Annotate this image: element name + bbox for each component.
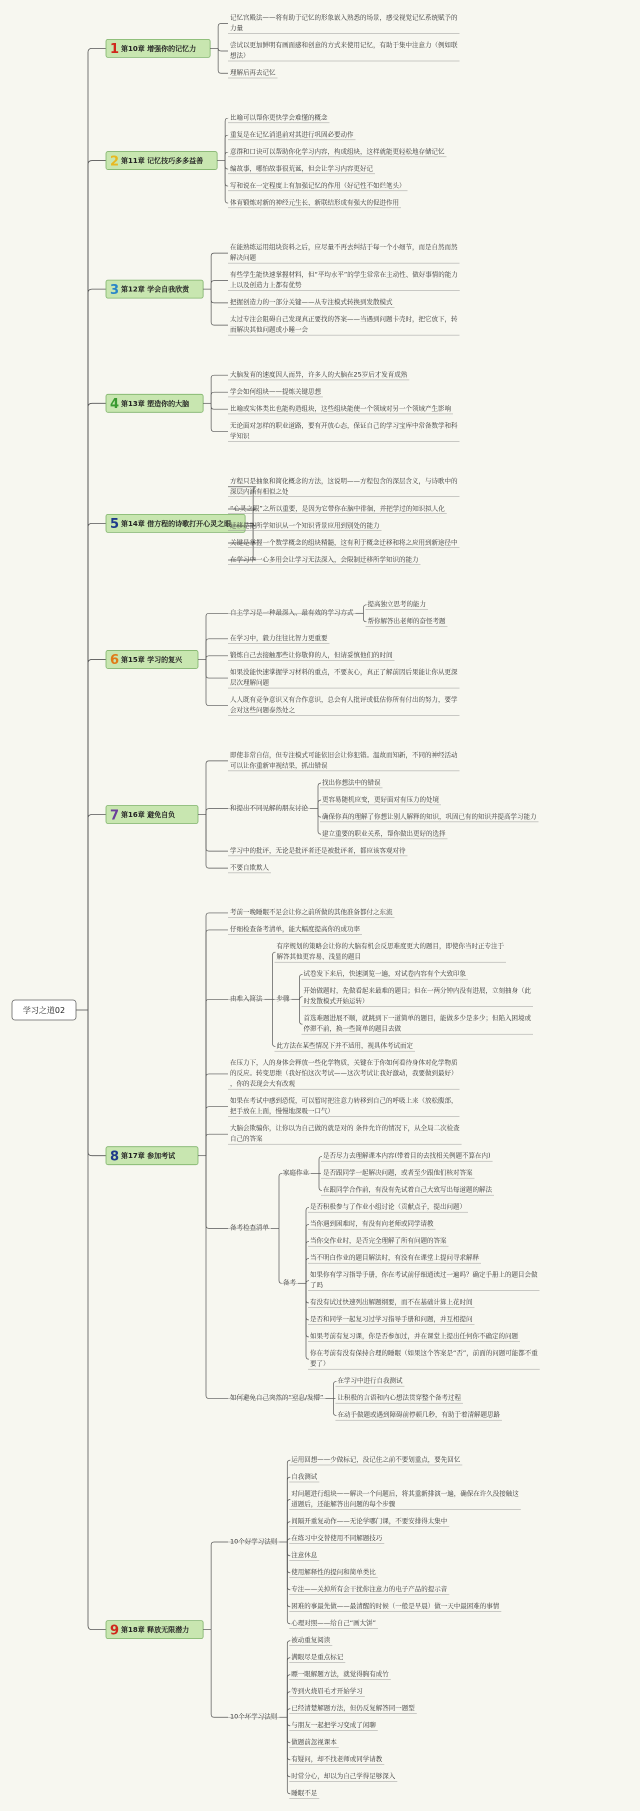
branch-7[interactable] [106, 806, 198, 824]
topic-text: 在练习中交替使用不同解题技巧 [291, 1534, 383, 1542]
branch-3[interactable] [106, 280, 203, 298]
topic-node[interactable] [335, 1376, 404, 1386]
topic-text: 在压力下，人的身体会释放一些化学物质，关键在于你如何看待身体对化学物质的反应。转变思维（我好怕这次考试——这次考试让我好激动，我要做到最好），你的表现会大有改观 [230, 1058, 458, 1088]
topic-node[interactable] [228, 750, 460, 771]
topic-node[interactable] [289, 1489, 521, 1510]
topic-text: 有序规划的策略会让你的大脑有机会反思难度更大的题目，即使你当时正专注于解答其他更容易、浅显的题目 [276, 942, 504, 961]
topic-text: 专注——关掉所有会干扰你注意力的电子产品的提示音 [291, 1585, 448, 1593]
connector [310, 783, 321, 834]
topic-node[interactable] [289, 1618, 378, 1629]
topic-text: 自主学习是一种最深入、最有效的学习方式 [230, 608, 354, 617]
topic-node[interactable] [320, 828, 448, 838]
topic-node[interactable] [308, 1253, 481, 1263]
topic-node[interactable] [228, 386, 323, 397]
branch-title: 第15章 学习的复兴 [121, 655, 183, 664]
topic-text: 大脑发育的速度因人而异，许多人的大脑在25岁后才发育成熟 [230, 370, 408, 379]
topic-node[interactable] [228, 40, 460, 61]
topic-node[interactable] [281, 1168, 311, 1177]
topic-node[interactable] [228, 314, 460, 335]
topic-node[interactable] [228, 242, 460, 263]
topic-node[interactable] [228, 633, 330, 643]
topic-text: 有些学生能快速掌握材料，但“平均水平”的学生常常在主动性、做好事情的能力上以及创造力上都有优势 [230, 270, 458, 290]
topic-node[interactable] [228, 129, 356, 140]
topic-node[interactable] [335, 1410, 502, 1420]
topic-text: 步骤 [276, 994, 290, 1003]
topic-node[interactable] [228, 1223, 271, 1232]
branch-title: 第16章 避免自负 [121, 811, 176, 819]
branch-2[interactable] [106, 152, 217, 170]
topic-node[interactable] [289, 1788, 319, 1799]
branch-9[interactable] [106, 1621, 203, 1639]
topic-text: 在学习中进行自我测试 [337, 1376, 403, 1385]
topic-text: 大脑会欺骗你，让你以为自己做的就是对的 条件允许的情况下，从全局二次检查自己的答案 [230, 1124, 460, 1143]
topic-node[interactable] [308, 1297, 475, 1307]
topic-text: 学习中的批评，无论是批评者还是被批评者，都应该客观对待 [230, 846, 406, 855]
root-node[interactable] [12, 1000, 76, 1020]
branch-number: 6 [110, 653, 120, 669]
topic-text: 运用回想——少做标记，没记住之前不要划重点，要先回忆 [291, 1455, 461, 1464]
topic-text: 是否尽力去理解课本内容(带着目的去找相关例题不算在内) [323, 1151, 491, 1160]
topic-node[interactable] [289, 1455, 462, 1466]
connector [271, 1173, 282, 1283]
topic-node[interactable] [308, 1270, 540, 1291]
branch-8[interactable] [106, 1147, 198, 1165]
root-label: 学习之道02 [22, 1006, 66, 1015]
topic-text: 间隔开重复动作——无论学哪门课，不要安排得太集中 [291, 1517, 448, 1525]
topic-node[interactable] [228, 1096, 460, 1117]
topic-node[interactable] [320, 794, 441, 804]
topic-text: 找出你想法中的错误 [322, 778, 381, 787]
topic-text: 等到火烧眉毛才开始学习 [291, 1687, 363, 1695]
connector [203, 253, 228, 325]
topic-text: 备考 [283, 1278, 296, 1287]
topic-text: 比喻或实体类比也能构造组块，这些组块能使一个领域对另一个领域产生影响 [230, 404, 451, 413]
topic-node[interactable] [275, 1041, 416, 1051]
topic-node[interactable] [289, 1533, 384, 1544]
branch-number: 3 [110, 282, 120, 298]
branch-4[interactable] [106, 394, 203, 412]
topic-text: 锻炼自己去接触那些让你敬仰的人，但请妥慎他们的时间 [230, 651, 393, 660]
topic-node[interactable] [228, 1712, 279, 1721]
topic-node[interactable] [228, 1123, 462, 1144]
topic-node[interactable] [308, 1331, 520, 1341]
topic-node[interactable] [228, 695, 460, 716]
topic-text: 人人既有竞争意识又有合作意识，总会有人批评或低估你所有付出的努力，要学会对这些问题泰然处之 [230, 695, 458, 715]
topic-node[interactable] [289, 1635, 332, 1646]
connector [265, 952, 276, 1046]
topic-text: 自我测试 [291, 1472, 318, 1481]
topic-text: 已经清楚解题方法，但仍反复解答同一题型 [291, 1704, 415, 1712]
branch-title: 第17章 参加考试 [121, 1152, 176, 1161]
topic-text: 建立重要的职业关系，帮你做出更好的选择 [322, 829, 446, 838]
topic-node[interactable] [228, 803, 310, 812]
topic-text: 备考检查清单 [230, 1223, 269, 1232]
topic-node[interactable] [302, 1013, 534, 1034]
topic-node[interactable] [228, 845, 408, 855]
connector [279, 1641, 290, 1794]
topic-node[interactable] [228, 146, 447, 157]
branch-5[interactable] [106, 514, 245, 532]
topic-node[interactable] [289, 1720, 378, 1731]
topic-text: 学会如何组块——提炼关键思想 [230, 387, 321, 396]
topic-node[interactable] [289, 1652, 345, 1663]
topic-node[interactable] [228, 369, 409, 380]
topic-node[interactable] [228, 420, 460, 441]
connector [203, 1542, 228, 1717]
topic-node[interactable] [320, 777, 383, 787]
topic-text: 由难入简法 [230, 994, 263, 1003]
topic-text: 有没有试过快速列出解题纲要，而不在基础计算上花时间 [310, 1298, 473, 1307]
connector [292, 974, 303, 1024]
topic-text: 即使非常自信，但专注模式可能依旧会让你犯错。温故而知新，不同的神经活动可以让你重新审视结果，抓出错误 [230, 750, 458, 770]
topic-node[interactable] [228, 520, 382, 530]
topic-node[interactable] [321, 1185, 494, 1195]
topic-text: 编故事，哪怕故事很荒诞，但会让学习内容更好记 [230, 164, 373, 173]
topic-node[interactable] [228, 994, 265, 1003]
topic-text: 此方法在某些情况下并不适用，视具体考试而定 [276, 1041, 413, 1050]
topic-node[interactable] [289, 1601, 501, 1612]
topic-node[interactable] [275, 994, 292, 1003]
topic-text: 体育锻炼对新的神经元生长、新联结形成有强大的促进作用 [230, 198, 399, 207]
topic-text: 是否跟同学一起解决问题，或者至少跟他们核对答案 [323, 1168, 473, 1177]
topic-text: 太过专注会阻碍自己发现真正要找的答案——当遇到问题卡壳时，把它放下，转而解决其他问题或小睡一会 [230, 315, 458, 334]
topic-text: 有疑问，却不找老师或同学请教 [291, 1755, 383, 1763]
branch-number: 1 [110, 42, 120, 58]
topic-text: 和提出不同见解的朋友讨论 [230, 803, 308, 812]
topic-text: 如果没能快速掌握学习材料的重点，不要灰心，真正了解前因后果能让你从更深层次理解问题 [230, 668, 458, 687]
topic-text: 尝试以更加鲜明有画面感和创意的方式来使用记忆，有助于集中注意力（例如联想法） [230, 41, 458, 60]
topic-node[interactable] [228, 537, 460, 547]
topic-node[interactable] [228, 68, 278, 79]
topic-node[interactable] [228, 924, 362, 934]
topic-node[interactable] [366, 616, 448, 626]
topic-text: 记忆宫殿法——将有助于记忆的形象嵌入熟悉的场景，感受视觉记忆系统赋予的力量 [230, 13, 458, 32]
topic-text: 满眼尽是重点标记 [291, 1653, 344, 1661]
connector [298, 1207, 309, 1359]
topic-text: 在能熟练运用组块资料之后，应尽量不再去纠结于每一个小细节，而是自然而然解决问题 [230, 243, 458, 262]
connector [203, 375, 228, 431]
topic-text: 首选难题进展不顺，就跳到下一道简单的题目，能做多少是多少；但陷入困境或停滞不前，换一些简单的题目去做 [303, 1014, 531, 1033]
topic-node[interactable] [302, 986, 534, 1007]
topic-node[interactable] [289, 1754, 384, 1765]
topic-node[interactable] [308, 1236, 449, 1246]
topic-node[interactable] [308, 1348, 540, 1369]
topic-text: 比喻可以帮你更快学会难懂的概念 [230, 113, 328, 122]
topic-text: 使用解释性的提问和简单类比 [291, 1568, 376, 1576]
topic-text: 与朋友一起把学习变成了闲聊 [291, 1721, 376, 1729]
topic-text: 时常分心，却以为自己学得足够深入 [291, 1772, 396, 1780]
topic-node[interactable] [228, 650, 395, 660]
topic-text: 关键是掌握一个数学概念的组块精髓，这有利于概念迁移和将之应用到新途径中 [230, 538, 458, 547]
topic-text: 让积极的言语和内心想法贯穿整个备考过程 [337, 1393, 461, 1402]
topic-text: 睡眠不足 [291, 1789, 318, 1797]
topic-node[interactable] [289, 1686, 365, 1697]
connector [279, 1460, 290, 1624]
branch-6[interactable] [106, 650, 198, 668]
branch-1[interactable] [106, 39, 210, 57]
topic-text: 迁移是把所学知识从一个知识背景应用到别处的能力 [230, 521, 380, 530]
topic-text: 在动手做题或遇到障碍前停顿几秒，有助于着清解题思路 [337, 1410, 500, 1419]
connector [210, 24, 228, 74]
topic-node[interactable] [228, 197, 401, 208]
branch-number: 4 [110, 397, 120, 413]
topic-node[interactable] [308, 1219, 436, 1229]
topic-node[interactable] [289, 1516, 449, 1527]
topic-node[interactable] [289, 1669, 391, 1680]
branch-title: 第13章 塑造你的大脑 [121, 399, 190, 408]
topic-text: 当你交作业时，是否完全理解了所有问题的答案 [310, 1236, 447, 1245]
topic-node[interactable] [228, 907, 395, 917]
topic-node[interactable] [302, 969, 469, 979]
topic-node[interactable] [228, 1536, 279, 1545]
topic-node[interactable] [289, 1771, 397, 1782]
topic-text: 你在考前有没有保持合理的睡眠（如果这个答案是“否”，前面的问题可能都不重要了） [310, 1349, 538, 1368]
topic-node[interactable] [228, 163, 375, 174]
topic-text: 困难的事最先做——最清醒的时候（一般是早晨）做一天中最困难的事情 [291, 1602, 500, 1610]
topic-node[interactable] [228, 862, 271, 872]
topic-node[interactable] [289, 1737, 339, 1748]
root-connector [76, 48, 106, 1629]
branch-number: 2 [110, 154, 120, 170]
topic-text: 注意休息 [291, 1551, 318, 1559]
topic-text: 理解后再去记忆 [230, 68, 276, 77]
topic-text: “心灵之眼”之所以重要，是因为它带你在脑中徘徊，并把学过的知识拟人化 [230, 504, 445, 513]
topic-node[interactable] [308, 1202, 468, 1212]
topic-text: 提高独立思考的能力 [367, 600, 426, 609]
branch-number: 5 [110, 517, 120, 533]
topic-node[interactable] [228, 13, 460, 34]
branch-number: 9 [110, 1623, 120, 1639]
topic-text: 如果你有学习指导手册，你在考试前仔细通读过一遍吗？确定手册上的题目会做了吗 [310, 1270, 538, 1290]
topic-node[interactable] [308, 1314, 475, 1324]
branch-title: 第18章 释放无限潜力 [121, 1626, 190, 1635]
topic-node[interactable] [281, 1278, 298, 1287]
topic-node[interactable] [275, 941, 507, 962]
topic-node[interactable] [228, 608, 356, 617]
connector [198, 613, 228, 705]
topic-node[interactable] [289, 1472, 319, 1483]
topic-text: 10个好学习法则 [230, 1537, 278, 1546]
branch-title: 第14章 借方程的诗歌打开心灵之眼 [121, 519, 232, 528]
topic-text: 当你遇到困难时，有没有向老师或同学请教 [310, 1219, 434, 1228]
connector [217, 118, 228, 203]
topic-text: 更容易随机应变，更好面对有压力的处境 [322, 795, 439, 804]
topic-text: 如何避免自己突然的“窒息/发懵” [230, 1393, 324, 1402]
topic-node[interactable] [228, 554, 421, 564]
topic-node[interactable] [228, 1393, 325, 1402]
topic-node[interactable] [321, 1151, 493, 1161]
connector [325, 1381, 336, 1415]
topic-text: 当不明白作业的题目解法时，有没有在课堂上提问寻求解释 [310, 1253, 479, 1262]
topic-text: 瞟一眼解题方法，就觉得胸有成竹 [291, 1670, 389, 1678]
connector [311, 1156, 322, 1190]
topic-text: 无论面对怎样的职业道路，要有开放心态，保证自己的学习宝库中常备数学和科学知识 [230, 421, 458, 440]
topic-text: 仔细检查备考清单，能大幅度提高你的成功率 [230, 925, 360, 934]
topic-node[interactable] [228, 403, 453, 414]
topic-node[interactable] [228, 1058, 460, 1089]
topic-text: 确保你真的理解了你想让别人解释的知识，巩固已有的知识并提高学习能力 [322, 812, 537, 821]
topic-text: 把握创造力的一部分关键——从专注模式转换到发散模式 [230, 298, 393, 307]
topic-text: 在学习中一心多用会让学习无法深入，会限制迁移所学知识的能力 [230, 555, 419, 564]
topic-text: 被动重复阅读 [291, 1636, 331, 1644]
branch-number: 7 [110, 808, 120, 824]
topic-text: 写和说在一定程度上有加强记忆的作用（好记性不如烂笔头） [230, 181, 406, 190]
topic-text: 家庭作业 [283, 1168, 309, 1177]
branch-number: 8 [110, 1149, 120, 1165]
connector [198, 913, 228, 1399]
topic-text: 方程只是抽象和简化概念的方法，这说明——方程包含的深层含义，与诗歌中的深层内涵有相似之处 [230, 476, 458, 496]
topic-node[interactable] [289, 1584, 449, 1595]
topic-text: 如果在考试中感到恐慌，可以暂时把注意力转移到自己的呼吸上来（放松腹部，把手放在上面，慢慢地深吸一口气） [230, 1096, 458, 1116]
connector [198, 761, 228, 868]
topic-node[interactable] [228, 112, 330, 123]
topic-text: 在学习中，毅力往往比智力更重要 [230, 634, 328, 643]
branch-title: 第10章 增强你的记忆力 [121, 44, 197, 53]
topic-text: 是否和同学一起复习过学习指导手册和问题，并互相提问 [310, 1315, 473, 1324]
topic-node[interactable] [228, 270, 460, 291]
topic-node[interactable] [320, 811, 539, 821]
topic-node[interactable] [228, 667, 460, 688]
topic-text: 做题前忽视课本 [291, 1738, 337, 1746]
topic-node[interactable] [228, 180, 408, 191]
topic-text: 意群和口诀可以帮助你化学习内容，构成组块，这样就能更轻松地存储记忆 [230, 147, 445, 156]
topic-node[interactable] [335, 1393, 463, 1403]
connector [356, 605, 367, 622]
topic-text: 对问题进行组块——解决一个问题后，将其重新排演一遍，确保在许久没接触这道题后，还能解答出问题的每个步骤 [291, 1489, 519, 1508]
branch-title: 第11章 记忆技巧多多益善 [121, 157, 204, 166]
branch-title: 第12章 学会自我欣赏 [121, 285, 190, 294]
topic-node[interactable] [321, 1168, 475, 1178]
topic-text: 在跟同学合作前，有没有先试着自己大致写出每道题的解法 [323, 1185, 492, 1194]
topic-text: 心理对照——给自己“画大饼” [291, 1619, 377, 1627]
topic-text: 重复是在记忆消退前对其进行巩固必要动作 [230, 130, 354, 139]
topic-text: 帮你解答出老师的奋怪考题 [367, 617, 446, 626]
topic-text: 考前一晚睡眠不足会让你之前所做的其他准备都付之东流 [230, 908, 393, 917]
topic-text: 是否积极参与了作业小组讨论（贡献点子，提出问题） [310, 1202, 466, 1211]
topic-node[interactable] [289, 1703, 417, 1714]
topic-text: 10个坏学习法则 [230, 1712, 278, 1721]
topic-node[interactable] [289, 1550, 319, 1561]
topic-node[interactable] [289, 1567, 378, 1578]
topic-node[interactable] [366, 599, 429, 609]
topic-node[interactable] [228, 476, 460, 497]
topic-node[interactable] [228, 297, 395, 308]
topic-text: 开始做题时，先做看起来最难的题目；但在一两分钟内没有进展，立刻抽身（此时发散模式开始运转） [303, 986, 531, 1006]
topic-node[interactable] [228, 503, 447, 513]
topic-text: 如果考前有复习课，你是否参加过，并在课堂上提出任何你不确定的问题 [310, 1332, 518, 1341]
topic-text: 不要自欺欺人 [230, 863, 269, 872]
topic-text: 试卷发下来后，快速浏览一遍，对试卷内容有个大致印象 [303, 969, 466, 978]
